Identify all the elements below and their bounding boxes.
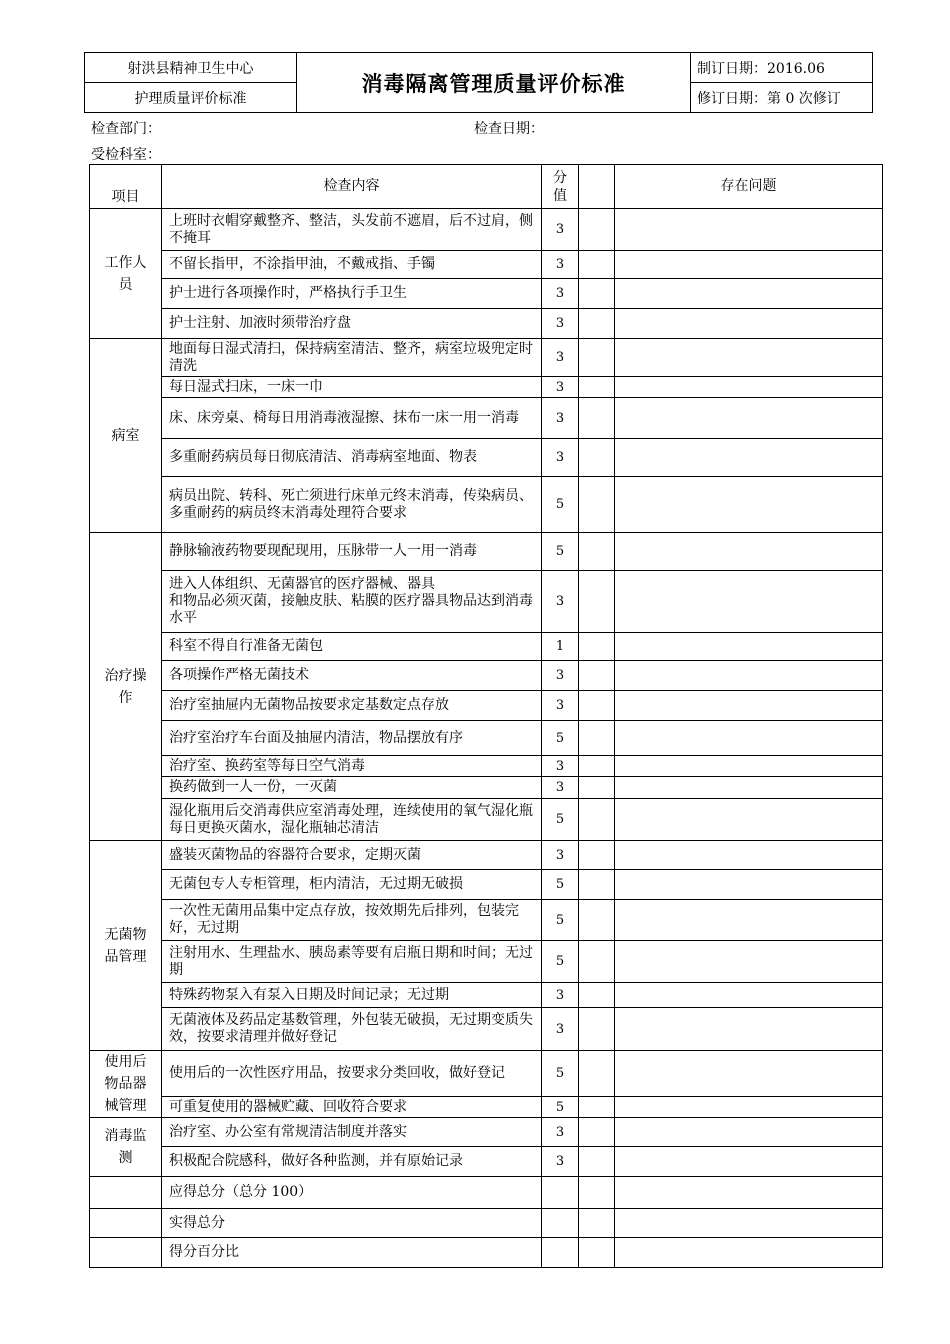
header-check-column <box>579 165 615 209</box>
check-item-score: 5 <box>542 1051 579 1097</box>
summary-problems-cell[interactable] <box>615 1209 883 1238</box>
problems-cell[interactable] <box>615 721 883 756</box>
summary-empty-cell <box>90 1177 162 1209</box>
summary-check-cell[interactable] <box>579 1177 615 1209</box>
summary-score-cell[interactable] <box>542 1209 579 1238</box>
check-item-content: 湿化瓶用后交消毒供应室消毒处理，连续使用的氧气湿化瓶每日更换灭菌水，湿化瓶轴芯清洁 <box>162 799 542 841</box>
check-item-score: 5 <box>542 870 579 900</box>
table-row <box>90 721 883 756</box>
section-category: 治疗操 作 <box>90 533 162 841</box>
check-mark-cell[interactable] <box>579 661 615 691</box>
table-row <box>90 633 883 661</box>
section-category: 消毒监 测 <box>90 1118 162 1177</box>
check-mark-cell[interactable] <box>579 439 615 477</box>
check-mark-cell[interactable] <box>579 983 615 1008</box>
check-item-content: 护士进行各项操作时，严格执行手卫生 <box>162 279 542 309</box>
check-item-score: 3 <box>542 1147 579 1177</box>
table-row <box>90 571 883 633</box>
org-name: 射洪县精神卫生中心 <box>85 53 297 83</box>
check-item-content: 上班时衣帽穿戴整齐、整洁，头发前不遮眉，后不过肩，侧不掩耳 <box>162 209 542 251</box>
table-row <box>90 251 883 279</box>
table-row <box>90 398 883 439</box>
summary-check-cell[interactable] <box>579 1209 615 1238</box>
check-item-content: 治疗室、办公室有常规清洁制度并落实 <box>162 1118 542 1147</box>
summary-score-cell[interactable] <box>542 1177 579 1209</box>
table-row <box>90 900 883 941</box>
check-item-content: 积极配合院感科，做好各种监测，并有原始记录 <box>162 1147 542 1177</box>
check-item-score: 3 <box>542 571 579 633</box>
check-mark-cell[interactable] <box>579 1097 615 1118</box>
check-item-score: 3 <box>542 983 579 1008</box>
check-item-score: 5 <box>542 941 579 983</box>
check-mark-cell[interactable] <box>579 339 615 377</box>
doc-category: 护理质量评价标准 <box>85 83 297 113</box>
check-item-content: 治疗室抽屉内无菌物品按要求定基数定点存放 <box>162 691 542 721</box>
check-item-content: 病员出院、转科、死亡须进行床单元终末消毒，传染病员、多重耐药的病员终末消毒处理符合要求 <box>162 477 542 533</box>
check-mark-cell[interactable] <box>579 377 615 398</box>
header-content: 检查内容 <box>162 165 542 209</box>
check-mark-cell[interactable] <box>579 799 615 841</box>
problems-cell[interactable] <box>615 941 883 983</box>
summary-row <box>90 1177 883 1209</box>
header-problems: 存在问题 <box>615 165 883 209</box>
check-item-score: 3 <box>542 661 579 691</box>
document-title: 消毒隔离管理质量评价标准 <box>297 53 691 113</box>
check-item-content: 无菌包专人专柜管理，柜内清洁，无过期无破损 <box>162 870 542 900</box>
check-mark-cell[interactable] <box>579 251 615 279</box>
check-item-score: 1 <box>542 633 579 661</box>
check-mark-cell[interactable] <box>579 900 615 941</box>
check-mark-cell[interactable] <box>579 571 615 633</box>
check-item-score: 3 <box>542 377 579 398</box>
problems-cell[interactable] <box>615 1097 883 1118</box>
check-mark-cell[interactable] <box>579 870 615 900</box>
problems-cell[interactable] <box>615 398 883 439</box>
problems-cell[interactable] <box>615 1147 883 1177</box>
table-row <box>90 799 883 841</box>
table-row <box>90 870 883 900</box>
summary-row <box>90 1209 883 1238</box>
check-mark-cell[interactable] <box>579 1051 615 1097</box>
check-item-content: 无菌液体及药品定基数管理，外包装无破损，无过期变质失效，按要求清理并做好登记 <box>162 1008 542 1051</box>
problems-cell[interactable] <box>615 279 883 309</box>
problems-cell[interactable] <box>615 1051 883 1097</box>
problems-cell[interactable] <box>615 691 883 721</box>
date-label: 检查日期： <box>474 121 544 137</box>
inspected-dept-label: 受检科室： <box>91 147 161 163</box>
problems-cell[interactable] <box>615 983 883 1008</box>
check-mark-cell[interactable] <box>579 398 615 439</box>
check-item-score: 5 <box>542 900 579 941</box>
check-mark-cell[interactable] <box>579 756 615 777</box>
summary-empty-cell <box>90 1209 162 1238</box>
check-mark-cell[interactable] <box>579 209 615 251</box>
problems-cell[interactable] <box>615 799 883 841</box>
table-row <box>90 1118 883 1147</box>
check-item-content: 进入人体组织、无菌器官的医疗器械、器具 和物品必须灭菌，接触皮肤、粘膜的医疗器具物品达到消毒水平 <box>162 571 542 633</box>
check-item-score: 3 <box>542 777 579 799</box>
check-item-content: 盛装灭菌物品的容器符合要求，定期灭菌 <box>162 841 542 870</box>
check-mark-cell[interactable] <box>579 477 615 533</box>
table-row <box>90 533 883 571</box>
check-item-score: 5 <box>542 533 579 571</box>
check-mark-cell[interactable] <box>579 941 615 983</box>
summary-label: 实得总分 <box>162 1209 542 1238</box>
document-header <box>84 52 873 113</box>
table-row <box>90 477 883 533</box>
summary-row <box>90 1238 883 1268</box>
check-mark-cell[interactable] <box>579 777 615 799</box>
table-row <box>90 691 883 721</box>
table-row <box>90 941 883 983</box>
check-item-score: 5 <box>542 799 579 841</box>
problems-cell[interactable] <box>615 439 883 477</box>
problems-cell[interactable] <box>615 777 883 799</box>
check-item-score: 3 <box>542 1008 579 1051</box>
check-item-content: 治疗室、换药室等每日空气消毒 <box>162 756 542 777</box>
check-item-score: 3 <box>542 439 579 477</box>
problems-cell[interactable] <box>615 1008 883 1051</box>
header-score: 分 值 <box>542 165 579 209</box>
check-mark-cell[interactable] <box>579 691 615 721</box>
check-item-content: 可重复使用的器械贮藏、回收符合要求 <box>162 1097 542 1118</box>
check-item-score: 3 <box>542 841 579 870</box>
check-item-score: 3 <box>542 1118 579 1147</box>
summary-empty-cell <box>90 1238 162 1268</box>
check-item-score: 3 <box>542 756 579 777</box>
table-row <box>90 1008 883 1051</box>
check-item-score: 3 <box>542 339 579 377</box>
check-item-score: 5 <box>542 721 579 756</box>
check-mark-cell[interactable] <box>579 279 615 309</box>
table-row <box>90 1147 883 1177</box>
check-mark-cell[interactable] <box>579 1118 615 1147</box>
check-mark-cell[interactable] <box>579 533 615 571</box>
check-item-content: 注射用水、生理盐水、胰岛素等要有启瓶日期和时间；无过期 <box>162 941 542 983</box>
table-row <box>90 777 883 799</box>
table-row <box>90 279 883 309</box>
section-category: 使用后 物品器 械管理 <box>90 1051 162 1118</box>
check-item-content: 使用后的一次性医疗用品，按要求分类回收，做好登记 <box>162 1051 542 1097</box>
table-row <box>90 309 883 339</box>
check-item-content: 一次性无菌用品集中定点存放，按效期先后排列，包装完好，无过期 <box>162 900 542 941</box>
revised-date: 修订日期：第 0 次修订 <box>691 83 873 113</box>
check-item-content: 静脉输液药物要现配现用，压脉带一人一用一消毒 <box>162 533 542 571</box>
summary-problems-cell[interactable] <box>615 1238 883 1268</box>
problems-cell[interactable] <box>615 1118 883 1147</box>
problems-cell[interactable] <box>615 533 883 571</box>
check-item-content: 科室不得自行准备无菌包 <box>162 633 542 661</box>
table-row <box>90 209 883 251</box>
check-item-content: 地面每日湿式清扫，保持病室清洁、整齐，病室垃圾兜定时清洗 <box>162 339 542 377</box>
check-item-score: 3 <box>542 209 579 251</box>
problems-cell[interactable] <box>615 477 883 533</box>
check-item-content: 床、床旁桌、椅每日用消毒液湿擦、抹布一床一用一消毒 <box>162 398 542 439</box>
check-item-score: 5 <box>542 477 579 533</box>
check-item-score: 3 <box>542 251 579 279</box>
created-date: 制订日期：2016.06 <box>691 53 873 83</box>
evaluation-table <box>89 164 883 1268</box>
check-item-content: 护士注射、加液时须带治疗盘 <box>162 309 542 339</box>
problems-cell[interactable] <box>615 633 883 661</box>
problems-cell[interactable] <box>615 756 883 777</box>
summary-label: 得分百分比 <box>162 1238 542 1268</box>
check-item-score: 3 <box>542 309 579 339</box>
table-row <box>90 439 883 477</box>
table-header-row <box>90 165 883 209</box>
check-item-content: 各项操作严格无菌技术 <box>162 661 542 691</box>
summary-check-cell[interactable] <box>579 1238 615 1268</box>
section-category: 病室 <box>90 339 162 533</box>
table-row <box>90 1051 883 1097</box>
problems-cell[interactable] <box>615 309 883 339</box>
problems-cell[interactable] <box>615 209 883 251</box>
check-item-score: 3 <box>542 691 579 721</box>
table-row <box>90 756 883 777</box>
check-mark-cell[interactable] <box>579 309 615 339</box>
table-row <box>90 983 883 1008</box>
problems-cell[interactable] <box>615 661 883 691</box>
table-row <box>90 841 883 870</box>
check-mark-cell[interactable] <box>579 1008 615 1051</box>
check-item-content: 不留长指甲，不涂指甲油，不戴戒指、手镯 <box>162 251 542 279</box>
header-item: 项目 <box>90 165 162 209</box>
check-mark-cell[interactable] <box>579 841 615 870</box>
check-item-content: 每日湿式扫床，一床一巾 <box>162 377 542 398</box>
summary-label: 应得总分（总分 100） <box>162 1177 542 1209</box>
dept-label: 检查部门： <box>91 121 161 137</box>
check-item-content: 特殊药物泵入有泵入日期及时间记录；无过期 <box>162 983 542 1008</box>
summary-score-cell[interactable] <box>542 1238 579 1268</box>
table-row <box>90 377 883 398</box>
table-row <box>90 661 883 691</box>
check-item-content: 治疗室治疗车台面及抽屉内清洁，物品摆放有序 <box>162 721 542 756</box>
section-category: 无菌物 品管理 <box>90 841 162 1051</box>
problems-cell[interactable] <box>615 377 883 398</box>
problems-cell[interactable] <box>615 870 883 900</box>
check-item-score: 3 <box>542 398 579 439</box>
table-row <box>90 339 883 377</box>
problems-cell[interactable] <box>615 339 883 377</box>
check-item-content: 换药做到一人一份，一灭菌 <box>162 777 542 799</box>
problems-cell[interactable] <box>615 900 883 941</box>
check-mark-cell[interactable] <box>579 1147 615 1177</box>
problems-cell[interactable] <box>615 841 883 870</box>
table-row <box>90 1097 883 1118</box>
check-item-score: 5 <box>542 1097 579 1118</box>
check-item-score: 3 <box>542 279 579 309</box>
check-mark-cell[interactable] <box>579 633 615 661</box>
summary-problems-cell[interactable] <box>615 1177 883 1209</box>
check-mark-cell[interactable] <box>579 721 615 756</box>
section-category: 工作人 员 <box>90 209 162 339</box>
problems-cell[interactable] <box>615 571 883 633</box>
problems-cell[interactable] <box>615 251 883 279</box>
check-item-content: 多重耐药病员每日彻底清洁、消毒病室地面、物表 <box>162 439 542 477</box>
